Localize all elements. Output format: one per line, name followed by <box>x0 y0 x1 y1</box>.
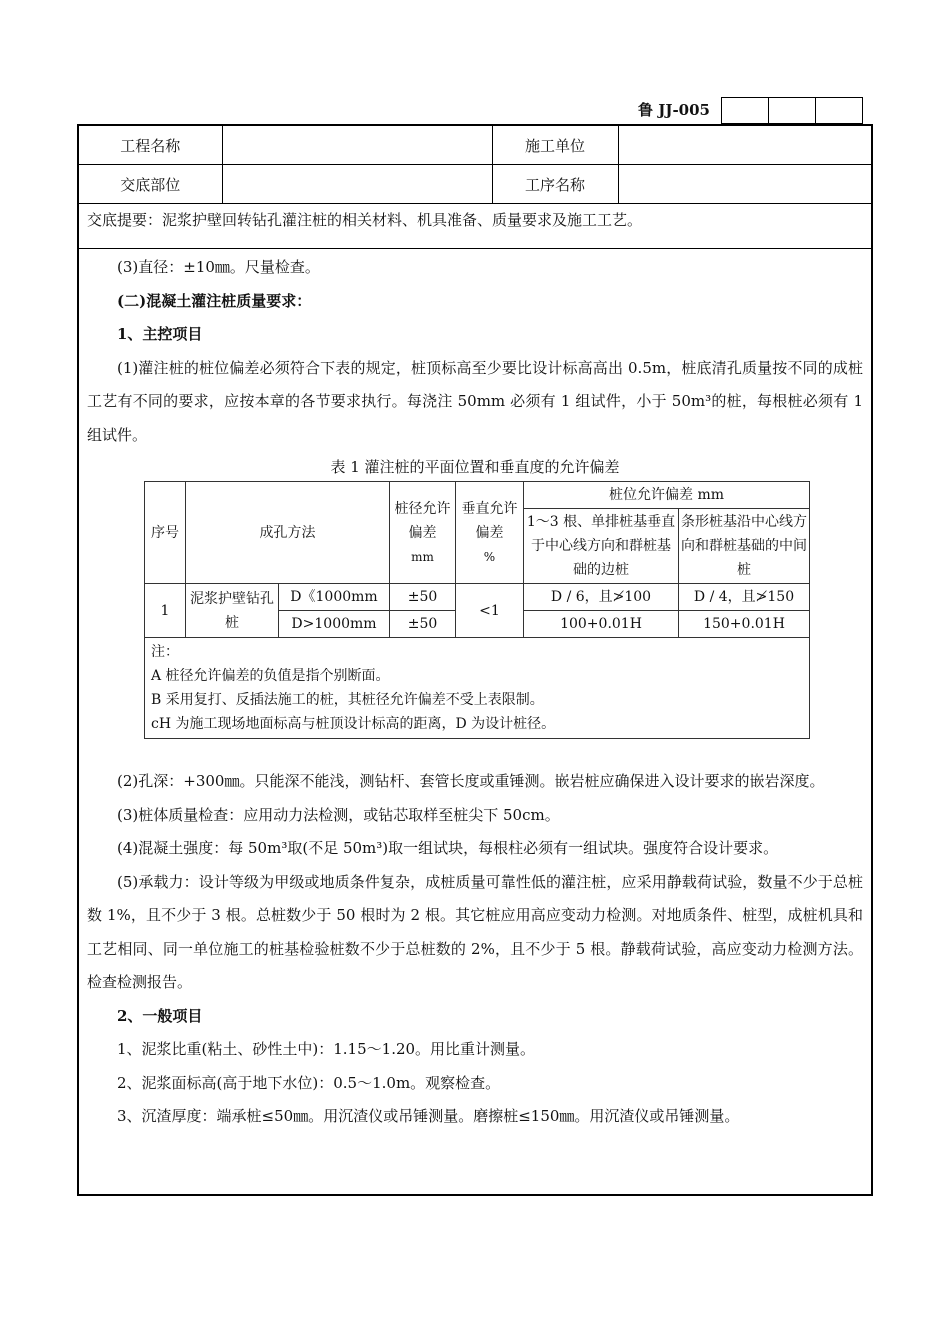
table-caption: 表 1 灌注桩的平面位置和垂直度的允许偏差 <box>330 458 620 476</box>
form-code: 鲁 JJ-005 <box>638 101 710 119</box>
header-vertical-unit: % <box>483 549 496 564</box>
row2-position-a: 100+0.01H <box>524 611 679 638</box>
code-box[interactable] <box>721 97 769 124</box>
note-line: cH 为施工现场地面标高与桩顶设计标高的距离，D 为设计桩径。 <box>151 716 556 732</box>
header-diameter <box>390 482 456 584</box>
part-field[interactable] <box>222 165 492 204</box>
note-line: 注： <box>151 644 179 660</box>
paragraphs-before <box>87 251 863 452</box>
header-vertical-label: 垂直允许偏差 <box>461 500 518 541</box>
paragraph: (2)孔深：+300㎜。只能深不能浅，测钻杆、套管长度或重锤测。嵌岩桩应确保进入设计要求的嵌岩深度。 <box>117 772 825 790</box>
row1-position-a: D / 6，且≯100 <box>524 584 679 611</box>
contractor-label: 施工单位 <box>492 126 618 165</box>
paragraph: (3)直径：±10㎜。尺量检查。 <box>117 258 320 276</box>
deviation-table <box>144 481 810 739</box>
header-table <box>79 126 871 204</box>
paragraph: (二)混凝土灌注桩质量要求： <box>117 291 312 310</box>
paragraphs-after <box>87 765 863 1134</box>
paragraph: 1、主控项目 <box>117 325 203 343</box>
process-label: 工序名称 <box>492 165 618 204</box>
paragraph: (1)灌注桩的桩位偏差必须符合下表的规定，桩顶标高至少要比设计标高高出 0.5m，桩底清孔质量按不同的成桩工艺有不同的要求，应按本章的各节要求执行。每浇注 50mm 必须有 1 组试件，小于 50m³的桩，每根桩必须有 1 组试件。 <box>87 358 863 444</box>
row1-condition: D《1000mm <box>279 584 390 611</box>
part-label: 交底部位 <box>79 165 222 204</box>
row1-position-b: D / 4，且≯150 <box>679 584 810 611</box>
form-code-row <box>0 97 950 124</box>
note-line: A 桩径允许偏差的负值是指个别断面。 <box>151 668 390 684</box>
project-name-label: 工程名称 <box>79 126 222 165</box>
header-vertical <box>456 482 524 584</box>
row2-diameter: ±50 <box>390 611 456 638</box>
row2-condition: D>1000mm <box>279 611 390 638</box>
process-field[interactable] <box>618 165 871 204</box>
paragraph: 1、泥浆比重(粘土、砂性土中)：1.15～1.20。用比重计测量。 <box>117 1040 536 1058</box>
project-name-field[interactable] <box>222 126 492 165</box>
row-method: 泥浆护壁钻孔桩 <box>186 584 279 638</box>
paragraph: (5)承载力：设计等级为甲级或地质条件复杂，成桩质量可靠性低的灌注桩，应采用静载荷试验，数量不少于总桩数 1%，且不少于 3 根。总桩数少于 50 根时为 2 根。其它桩应用高应变动力检测。对地质条件、桩型，成桩机具和工艺相同、同一单位施工的桩基检验桩数不少于总桩数的 2%，且不少于 5 根。静载荷试验，高应变动力检测方法。检查检测报告。 <box>87 872 863 991</box>
row2-position-b: 150+0.01H <box>679 611 810 638</box>
code-box[interactable] <box>815 97 863 124</box>
table-notes <box>145 638 810 739</box>
summary: 交底提要：泥浆护壁回转钻孔灌注桩的相关材料、机具准备、质量要求及施工工艺。 <box>79 204 871 249</box>
row-no: 1 <box>145 584 186 638</box>
paragraph: (3)桩体质量检查：应用动力法检测，或钻芯取样至桩尖下 50cm。 <box>117 805 560 824</box>
row1-diameter: ±50 <box>390 584 456 611</box>
note-line: B 采用复打、反插法施工的桩，其桩径允许偏差不受上表限制。 <box>151 692 544 708</box>
header-method: 成孔方法 <box>186 482 390 584</box>
contractor-field[interactable] <box>618 126 871 165</box>
paragraph: (4)混凝土强度：每 50m³取(不足 50m³)取一组试块，每根柱必须有一组试块。强度符合设计要求。 <box>117 839 779 857</box>
code-box[interactable] <box>768 97 816 124</box>
paragraph: 2、泥浆面标高(高于地下水位)：0.5～1.0m。观察检查。 <box>117 1073 501 1092</box>
header-no: 序号 <box>145 482 186 584</box>
row-vertical: <1 <box>456 584 524 638</box>
disclosure-form <box>77 124 873 1196</box>
header-diameter-label: 桩径允许偏差 <box>394 500 451 541</box>
header-position-b: 条形桩基沿中心线方向和群桩基础的中间桩 <box>679 509 810 584</box>
paragraph: 3、沉渣厚度：端承桩≤50㎜。用沉渣仪或吊锤测量。磨擦桩≤150㎜。用沉渣仪或吊锤测量。 <box>117 1107 740 1125</box>
header-position: 桩位允许偏差 mm <box>524 482 810 509</box>
paragraph: 2、一般项目 <box>117 1006 203 1025</box>
header-diameter-unit: mm <box>411 549 434 564</box>
form-code-boxes <box>722 97 863 124</box>
header-position-a: 1～3 根、单排桩基垂直于中心线方向和群桩基础的边桩 <box>524 509 679 584</box>
content-body <box>79 249 871 1134</box>
